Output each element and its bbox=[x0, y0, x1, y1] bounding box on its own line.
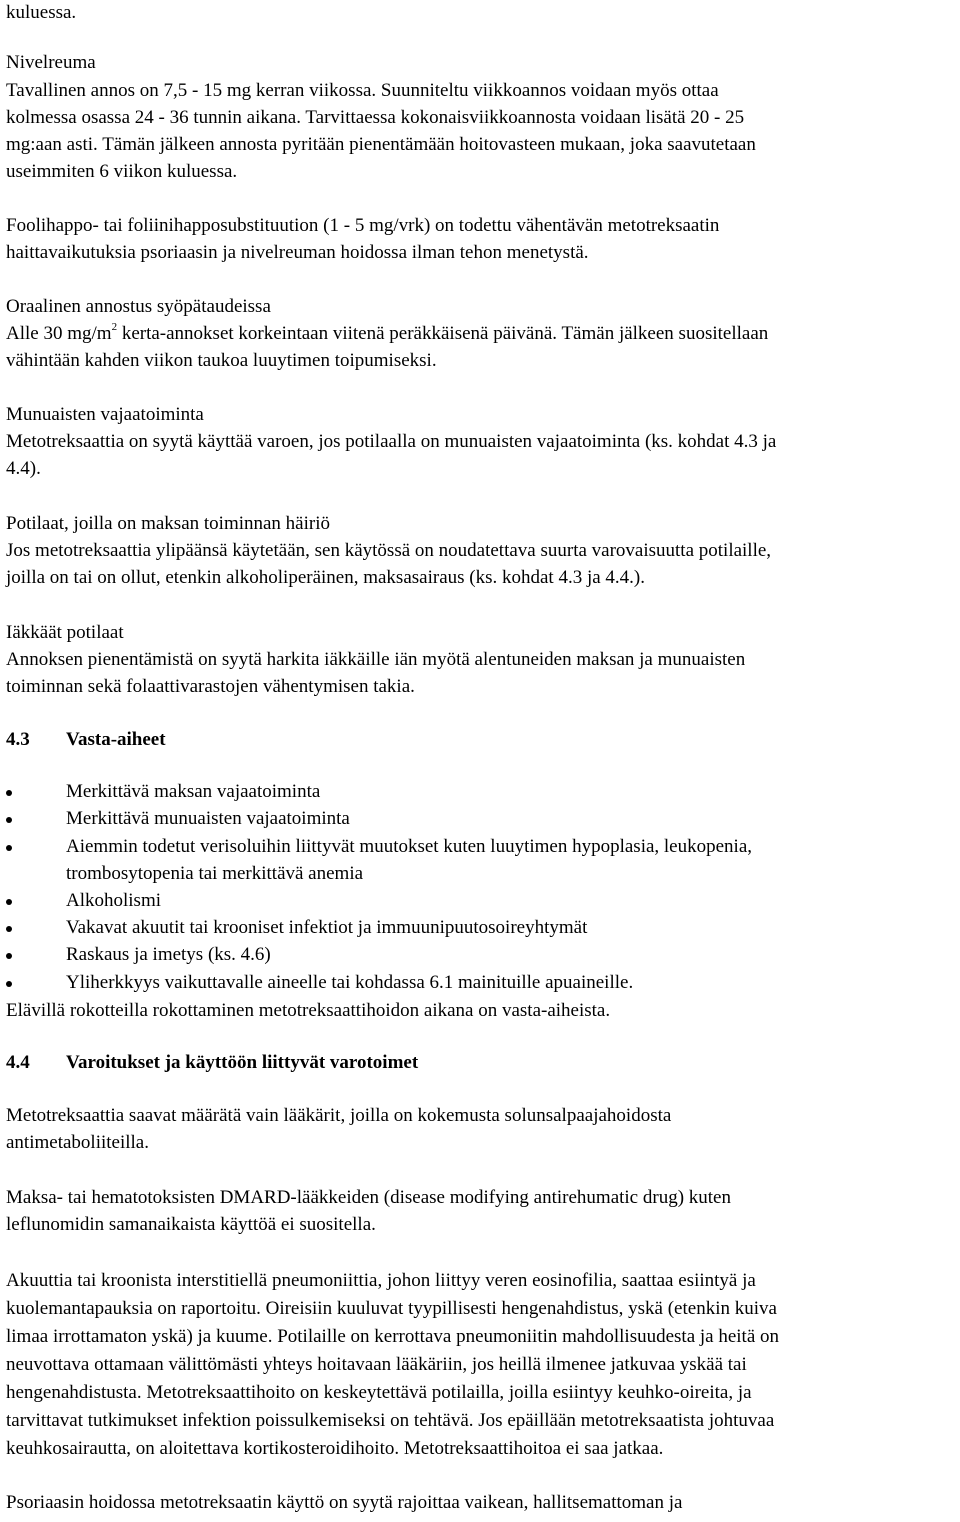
text-line: leflunomidin samanaikaista käyttöä ei suositella. bbox=[6, 1214, 376, 1235]
text-line: kolmessa osassa 24 - 36 tunnin aikana. Tarvittaessa kokonaisviikkoannosta voidaan lisätä 20 - 25 bbox=[6, 107, 745, 128]
list-item-text: Aiemmin todetut verisoluihin liittyvät muutokset kuten luuytimen hypoplasia, leukopenia, bbox=[66, 836, 753, 857]
bullet-icon bbox=[6, 953, 12, 959]
text-line: Jos metotreksaattia ylipäänsä käytetään, sen käytössä on noudatettava suurta varovaisuutta potilaille, bbox=[6, 540, 772, 561]
list-item-text: trombosytopenia tai merkittävä anemia bbox=[66, 863, 364, 884]
list-item-text: Merkittävä maksan vajaatoiminta bbox=[66, 781, 321, 802]
text-line: Metotreksaattia on syytä käyttää varoen, jos potilaalla on munuaisten vajaatoiminta (ks. kohdat 4.3 ja bbox=[6, 431, 777, 452]
text-line: Foolihappo- tai foliinihapposubstituution (1 - 5 mg/vrk) on todettu vähentävän metotreksaatin bbox=[6, 215, 720, 236]
text-line: Tavallinen annos on 7,5 - 15 mg kerran viikossa. Suunniteltu viikkoannos voidaan myös ottaa bbox=[6, 80, 719, 101]
text-line: limaa irrottamaton yskä) ja kuume. Potilaille on kerrottava pneumoniitin mahdollisuudesta ja heitä on bbox=[6, 1326, 780, 1347]
text-line: useimmiten 6 viikon kuluessa. bbox=[6, 161, 238, 182]
text-fragment: Alle 30 mg/m bbox=[6, 323, 112, 344]
text-line: vähintään kahden viikon taukoa luuytimen toipumiseksi. bbox=[6, 350, 437, 371]
text-line bbox=[6, 320, 769, 345]
text-line: Elävillä rokotteilla rokottaminen metotreksaattihoidon aikana on vasta-aiheista. bbox=[6, 1000, 611, 1021]
text-fragment: kerta-annokset korkeintaan viitenä peräkkäisenä päivänä. Tämän jälkeen suositellaan bbox=[117, 323, 769, 344]
subheading-renal: Munuaisten vajaatoiminta bbox=[6, 404, 204, 425]
text-line: toiminnan sekä folaattivarastojen vähentymisen takia. bbox=[6, 676, 415, 697]
list-item-text: Yliherkkyys vaikuttavalle aineelle tai kohdassa 6.1 mainituille apuaineille. bbox=[66, 972, 634, 993]
text-line: Akuuttia tai kroonista interstitiellä pneumoniittia, johon liittyy veren eosinofilia, saattaa esiintyä ja bbox=[6, 1270, 756, 1291]
list-item-text: Merkittävä munuaisten vajaatoiminta bbox=[66, 808, 350, 829]
bullet-icon bbox=[6, 790, 12, 796]
list-item-text: Raskaus ja imetys (ks. 4.6) bbox=[66, 944, 271, 965]
text-line: kuolemantapauksia on raportoitu. Oireisiin kuuluvat tyypillisesti hengenahdistus, yskä (etenkin kuiva bbox=[6, 1298, 777, 1319]
list-item-text: Alkoholismi bbox=[66, 890, 162, 911]
list-item-text: Vakavat akuutit tai krooniset infektiot ja immuunipuutosoireyhtymät bbox=[66, 917, 588, 938]
bullet-icon bbox=[6, 845, 12, 851]
superscript: 2 bbox=[111, 320, 118, 333]
bullet-icon bbox=[6, 981, 12, 987]
bullet-icon bbox=[6, 817, 12, 823]
text-line: hengenahdistusta. Metotreksaattihoito on keskeytettävä potilailla, joilla esiintyy keuhko-oireita, ja bbox=[6, 1382, 752, 1403]
bullet-icon bbox=[6, 926, 12, 932]
text-line: haittavaikutuksia psoriaasin ja nivelreuman hoidossa ilman tehon menetystä. bbox=[6, 242, 589, 263]
text-line: keuhkosairautta, on aloitettava kortikosteroidihoito. Metotreksaattihoitoa ei saa jatkaa. bbox=[6, 1438, 664, 1459]
text-line: Psoriaasin hoidossa metotreksaatin käyttö on syytä rajoittaa vaikean, hallitsemattoman ja bbox=[6, 1492, 683, 1513]
text-line: Maksa- tai hematotoksisten DMARD-lääkkeiden (disease modifying antirehumatic drug) kuten bbox=[6, 1187, 731, 1208]
section-number: 4.3 bbox=[6, 729, 30, 750]
subheading-nivelreuma: Nivelreuma bbox=[6, 52, 96, 73]
text-line: tarvittavat tutkimukset infektion poissulkemiseksi on tehtävä. Jos epäillään metotreksaatista johtuvaa bbox=[6, 1410, 775, 1431]
text-line: neuvottava ottamaan välittömästi yhteys hoitavaan lääkäriin, jos heillä ilmenee jatkuvaa yskää tai bbox=[6, 1354, 747, 1375]
section-title: Vasta-aiheet bbox=[66, 729, 166, 750]
text-line: Annoksen pienentämistä on syytä harkita iäkkäille iän myötä alentuneiden maksan ja munuaisten bbox=[6, 649, 746, 670]
subheading-oral-dosing: Oraalinen annostus syöpätaudeissa bbox=[6, 296, 271, 317]
text-line: joilla on tai on ollut, etenkin alkoholiperäinen, maksasairaus (ks. kohdat 4.3 ja 4.4.). bbox=[6, 567, 645, 588]
text-line: kuluessa. bbox=[6, 2, 77, 23]
text-line: 4.4). bbox=[6, 458, 41, 479]
section-title: Varoitukset ja käyttöön liittyvät varotoimet bbox=[66, 1052, 419, 1073]
section-number: 4.4 bbox=[6, 1052, 30, 1073]
text-line: mg:aan asti. Tämän jälkeen annosta pyritään pienentämään hoitovasteen mukaan, joka saavutetaan bbox=[6, 134, 756, 155]
section-heading-4-4 bbox=[6, 1052, 418, 1074]
text-line: Metotreksaattia saavat määrätä vain lääkärit, joilla on kokemusta solunsalpaajahoidosta bbox=[6, 1105, 672, 1126]
section-heading-4-3 bbox=[6, 729, 166, 751]
bullet-icon bbox=[6, 899, 12, 905]
text-line: antimetaboliiteilla. bbox=[6, 1132, 149, 1153]
subheading-elderly: Iäkkäät potilaat bbox=[6, 622, 124, 643]
subheading-hepatic: Potilaat, joilla on maksan toiminnan häiriö bbox=[6, 513, 331, 534]
